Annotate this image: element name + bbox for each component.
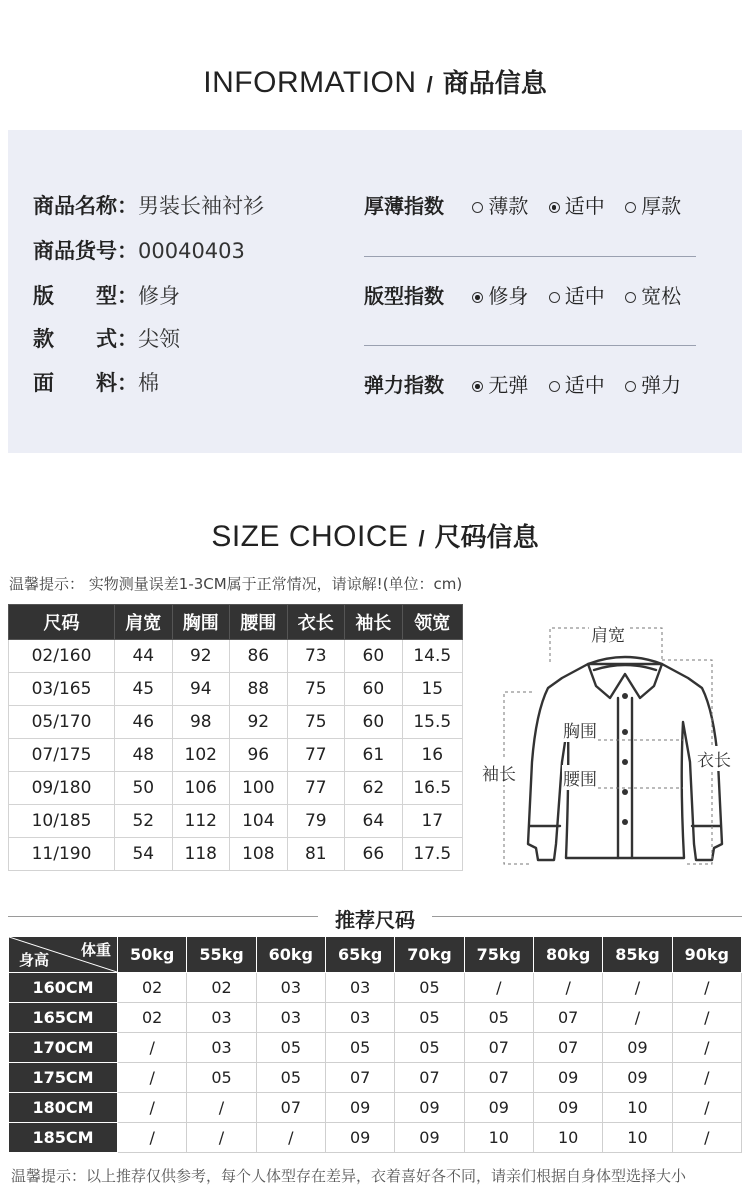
field-key: 商品名称： [33,194,138,218]
recommend-cell: 07 [256,1093,325,1123]
size-choice-header [0,517,750,554]
option-thick [625,194,681,218]
size-value-cell: 112 [172,805,230,838]
size-value-cell: 86 [230,640,288,673]
title-separator: / [426,72,433,97]
recommend-cell: 02 [118,973,187,1003]
recommend-note: 温馨提示：以上推荐仅供参考，每个人体型存在差异，衣着喜好各不同，请亲们根据自身体型选择大小 [11,1167,687,1185]
field-value: 棉 [138,371,159,395]
thickness-index [364,190,695,219]
recommend-cell: / [118,1123,187,1153]
size-value-cell: 16.5 [402,772,462,805]
size-value-cell: 96 [230,739,288,772]
height-header: 170CM [9,1033,118,1063]
recommend-cell: 10 [464,1123,533,1153]
recommend-cell: 07 [533,1033,602,1063]
field-fabric [33,367,159,397]
size-value-cell: 75 [287,673,345,706]
recommend-cell: 09 [325,1123,394,1153]
field-style [33,323,180,353]
radio-selected-icon [472,381,483,392]
size-value-cell: 52 [115,805,173,838]
size-code-cell: 02/160 [9,640,115,673]
recommend-cell: 07 [533,1003,602,1033]
recommend-cell: / [256,1123,325,1153]
size-value-cell: 60 [345,706,403,739]
option-label: 适中 [564,284,605,308]
recommend-cell: 03 [187,1033,256,1063]
radio-selected-icon [472,292,483,303]
option-regular [549,284,605,308]
recommend-cell: 09 [395,1123,464,1153]
option-loose [625,284,681,308]
recommend-cell: 05 [395,1003,464,1033]
field-value: 男装长袖衬衫 [138,194,264,218]
option-stretch [625,373,681,397]
weight-header: 55kg [187,937,256,973]
size-title-en: SIZE CHOICE [211,520,409,553]
title-separator: / [418,526,425,551]
radio-icon [625,381,636,392]
size-value-cell: 104 [230,805,288,838]
weight-header: 75kg [464,937,533,973]
size-row [9,640,463,673]
weight-header: 80kg [533,937,602,973]
recommend-cell: 03 [256,973,325,1003]
size-table-header-row [9,605,463,640]
recommend-cell: 05 [256,1063,325,1093]
recommend-title: 推荐尺码 [335,908,415,932]
recommend-cell: 03 [256,1003,325,1033]
size-value-cell: 77 [287,739,345,772]
size-table [8,604,463,871]
recommend-cell: 09 [533,1093,602,1123]
recommend-cell: 09 [603,1033,672,1063]
field-key: 款 式： [33,327,138,351]
stretch-index [364,369,695,398]
size-code-cell: 07/175 [9,739,115,772]
recommend-cell: 03 [325,973,394,1003]
information-header [0,63,750,100]
recommend-cell: / [118,1093,187,1123]
size-row [9,673,463,706]
divider [364,345,696,346]
recommend-cell: 09 [395,1093,464,1123]
size-value-cell: 94 [172,673,230,706]
size-value-cell: 16 [402,739,462,772]
size-value-cell: 92 [230,706,288,739]
size-row [9,838,463,871]
size-row [9,772,463,805]
option-label: 无弹 [488,373,529,397]
recommend-cell: / [672,973,741,1003]
corner-weight-label: 体重 [80,941,111,959]
recommend-cell: 07 [464,1063,533,1093]
size-title-cn: 尺码信息 [434,523,539,553]
recommend-row [9,1033,742,1063]
recommend-cell: 05 [256,1033,325,1063]
option-label: 适中 [564,373,605,397]
height-header: 180CM [9,1093,118,1123]
size-code-cell: 05/170 [9,706,115,739]
size-value-cell: 79 [287,805,345,838]
recommend-cell: 05 [395,973,464,1003]
size-value-cell: 118 [172,838,230,871]
recommend-cell: 02 [118,1003,187,1033]
size-code-cell: 11/190 [9,838,115,871]
recommend-cell: / [672,1003,741,1033]
option-label: 适中 [564,194,605,218]
field-value: 00040403 [138,239,245,263]
height-header: 175CM [9,1063,118,1093]
option-label: 弹力 [641,373,682,397]
recommend-table [8,936,742,1153]
weight-header: 50kg [118,937,187,973]
recommend-row [9,1093,742,1123]
recommend-cell: 10 [533,1123,602,1153]
size-value-cell: 75 [287,706,345,739]
recommend-cell: / [533,973,602,1003]
recommend-header-row [9,937,742,973]
height-header: 160CM [9,973,118,1003]
size-value-cell: 66 [345,838,403,871]
recommend-cell: / [603,973,672,1003]
option-slim [472,284,528,308]
size-row [9,706,463,739]
option-label: 薄款 [488,194,529,218]
recommend-cell: 07 [325,1063,394,1093]
size-value-cell: 98 [172,706,230,739]
label-shoulder: 肩宽 [589,621,627,646]
recommend-cell: / [464,973,533,1003]
information-title-cn: 商品信息 [442,69,547,99]
size-value-cell: 54 [115,838,173,871]
recommend-cell: / [672,1093,741,1123]
size-value-cell: 60 [345,673,403,706]
recommend-cell: 10 [603,1123,672,1153]
size-value-cell: 15.5 [402,706,462,739]
size-value-cell: 108 [230,838,288,871]
recommend-cell: 07 [395,1063,464,1093]
label-chest: 胸围 [562,717,598,742]
size-value-cell: 73 [287,640,345,673]
option-moderate [549,373,605,397]
recommend-cell: 09 [325,1093,394,1123]
recommend-cell: / [118,1063,187,1093]
index-label: 版型指数 [364,284,444,308]
fit-index [364,280,695,309]
option-medium [549,194,605,218]
recommend-cell: / [603,1003,672,1033]
divider [364,256,696,257]
header-cell: 领宽 [402,605,462,640]
recommend-cell: 10 [603,1093,672,1123]
shirt-diagram [470,612,745,874]
recommend-row [9,1123,742,1153]
recommend-cell: / [118,1033,187,1063]
field-sku [33,235,245,265]
size-value-cell: 106 [172,772,230,805]
divider-right [432,916,742,917]
recommend-cell: 09 [464,1093,533,1123]
recommend-cell: / [672,1063,741,1093]
size-value-cell: 45 [115,673,173,706]
size-value-cell: 88 [230,673,288,706]
size-value-cell: 61 [345,739,403,772]
measurement-note: 温馨提示： 实物测量误差1-3CM属于正常情况，请谅解!(单位：cm) [9,575,463,593]
field-fit [33,280,180,310]
recommend-cell: 05 [325,1033,394,1063]
recommend-cell: 05 [464,1003,533,1033]
weight-header: 65kg [325,937,394,973]
size-code-cell: 10/185 [9,805,115,838]
header-cell: 袖长 [345,605,403,640]
size-row [9,739,463,772]
option-label: 修身 [488,284,529,308]
size-code-cell: 03/165 [9,673,115,706]
index-label: 厚薄指数 [364,194,444,218]
recommend-cell: 05 [187,1063,256,1093]
recommend-cell: / [672,1033,741,1063]
size-value-cell: 50 [115,772,173,805]
radio-icon [625,292,636,303]
recommend-cell: 02 [187,973,256,1003]
header-cell: 腰围 [230,605,288,640]
option-label: 宽松 [641,284,682,308]
size-value-cell: 92 [172,640,230,673]
radio-selected-icon [549,202,560,213]
size-value-cell: 100 [230,772,288,805]
recommend-cell: 07 [464,1033,533,1063]
field-value: 修身 [138,284,180,308]
option-no-stretch [472,373,528,397]
size-value-cell: 46 [115,706,173,739]
size-value-cell: 77 [287,772,345,805]
label-length: 衣长 [697,746,731,771]
header-cell: 肩宽 [115,605,173,640]
field-key: 面 料： [33,371,138,395]
weight-header: 90kg [672,937,741,973]
header-cell: 尺码 [9,605,115,640]
option-thin [472,194,528,218]
height-header: 185CM [9,1123,118,1153]
size-value-cell: 17.5 [402,838,462,871]
size-value-cell: 60 [345,640,403,673]
size-value-cell: 17 [402,805,462,838]
recommend-cell: / [187,1093,256,1123]
information-title-en: INFORMATION [203,66,417,99]
corner-cell [9,937,118,973]
recommend-cell: 03 [187,1003,256,1033]
radio-icon [472,202,483,213]
recommend-row [9,1063,742,1093]
recommend-cell: 03 [325,1003,394,1033]
height-header: 165CM [9,1003,118,1033]
size-value-cell: 81 [287,838,345,871]
header-cell: 胸围 [172,605,230,640]
recommend-cell: / [187,1123,256,1153]
weight-header: 85kg [603,937,672,973]
recommend-row [9,973,742,1003]
radio-icon [549,292,560,303]
size-value-cell: 15 [402,673,462,706]
size-value-cell: 14.5 [402,640,462,673]
recommend-cell: 05 [395,1033,464,1063]
field-name [33,190,264,220]
size-code-cell: 09/180 [9,772,115,805]
size-value-cell: 44 [115,640,173,673]
size-value-cell: 102 [172,739,230,772]
size-value-cell: 48 [115,739,173,772]
header-cell: 衣长 [287,605,345,640]
label-sleeve: 袖长 [482,760,516,785]
size-value-cell: 64 [345,805,403,838]
recommend-cell: 09 [603,1063,672,1093]
recommend-cell: 09 [533,1063,602,1093]
field-key: 版 型： [33,284,138,308]
option-label: 厚款 [641,194,682,218]
corner-height-label: 身高 [19,951,50,969]
index-label: 弹力指数 [364,373,444,397]
radio-icon [549,381,560,392]
weight-header: 70kg [395,937,464,973]
weight-header: 60kg [256,937,325,973]
recommend-row [9,1003,742,1033]
size-value-cell: 62 [345,772,403,805]
label-waist: 腰围 [562,765,598,790]
size-row [9,805,463,838]
recommend-cell: / [672,1123,741,1153]
field-value: 尖领 [138,327,180,351]
radio-icon [625,202,636,213]
field-key: 商品货号： [33,239,138,263]
